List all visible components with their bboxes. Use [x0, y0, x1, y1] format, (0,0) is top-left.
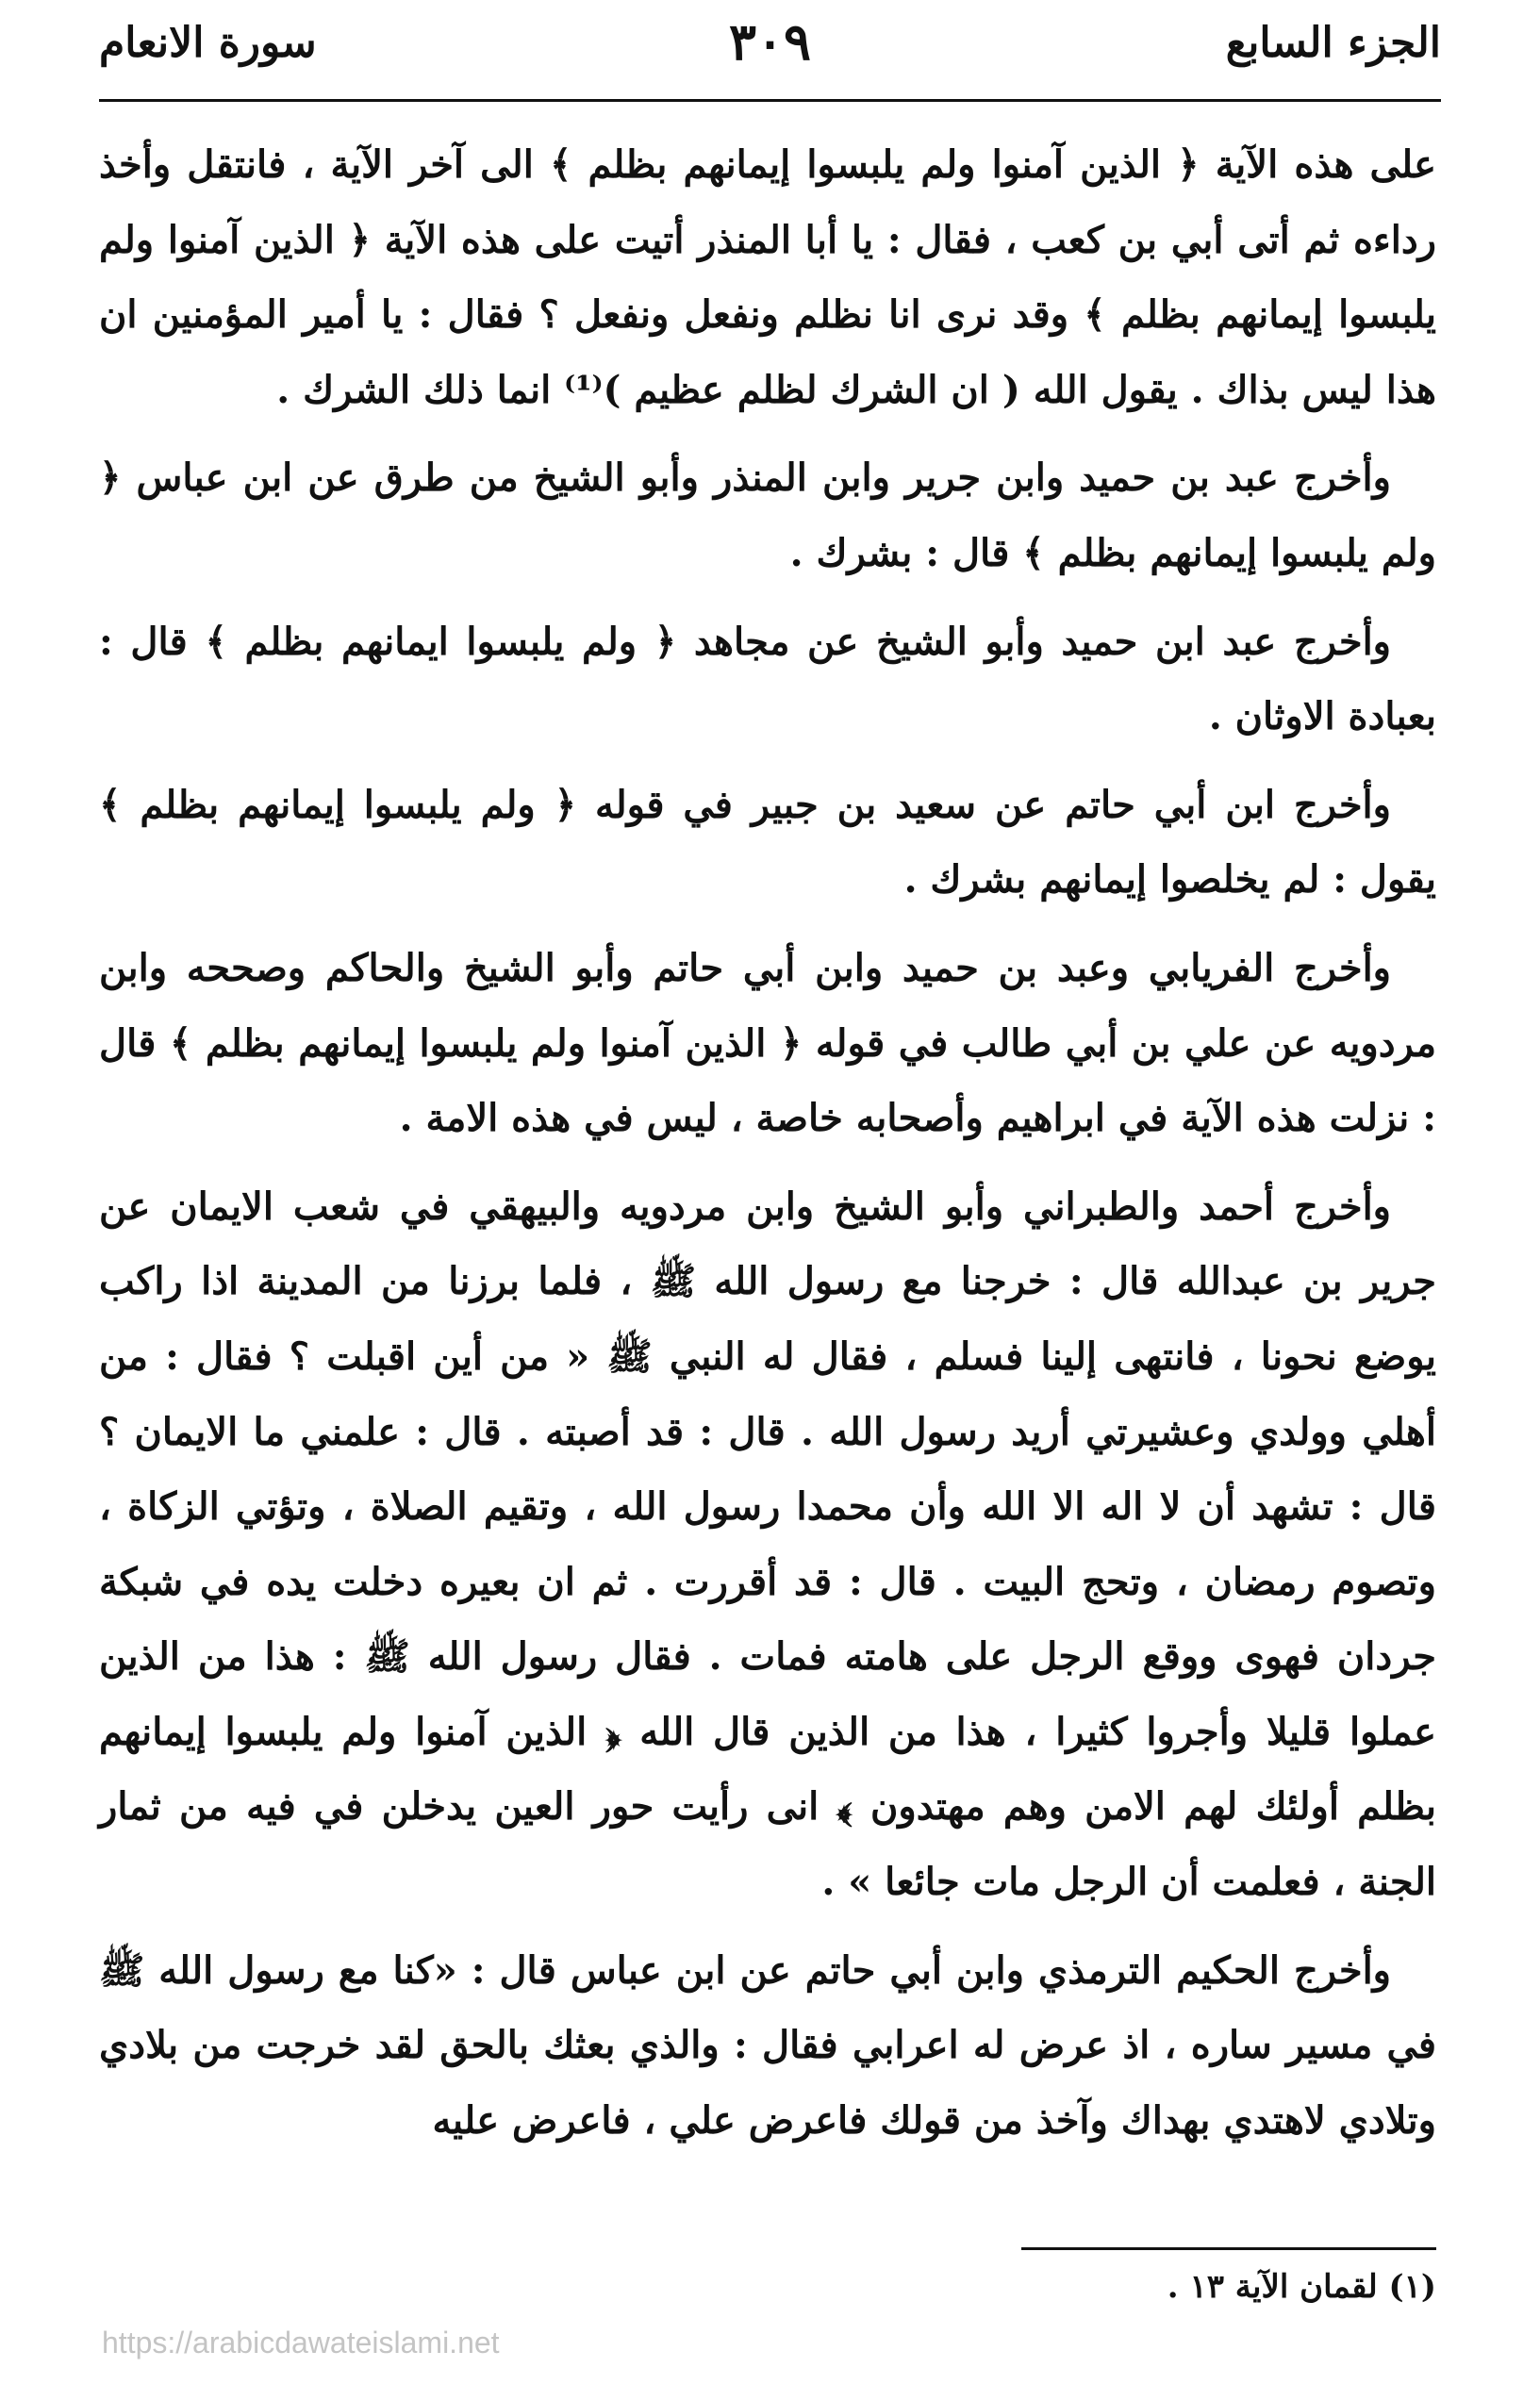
paragraph: على هذه الآية ﴿ الذين آمنوا ولم يلبسوا إيمانهم بظلم ﴾ الى آخر الآية ، فانتقل وأخذ رداءه ثم أتى أبي بن كعب ، فقال : يا أبا المنذر أتيت على هذه الآية ﴿ الذين آمنوا ولم يلبسوا إيمانهم بظلم ﴾ وقد نرى انا نظلم ونفعل ونفعل ؟ فقال : يا أمير المؤمنين ان هذا ليس بذاك . يقول الله ( ان الشرك لظلم عظيم )⁽¹⁾ انما ذلك الشرك .	[99, 142, 1436, 412]
paragraph: وأخرج الحكيم الترمذي وابن أبي حاتم عن ابن عباس قال : «كنا مع رسول الله ﷺ في مسير ساره ، اذ عرض له اعرابي فقال : والذي بعثك بالحق لقد خرجت من بلادي وتلادي لاهتدي بهداك وآخذ من قولك فاعرض علي ، فاعرض عليه	[99, 1947, 1436, 2143]
watermark-url: https://arabicdawateislami.net	[102, 2326, 500, 2360]
paragraph: وأخرج ابن أبي حاتم عن سعيد بن جبير في قوله ﴿ ولم يلبسوا إيمانهم بظلم ﴾ يقول : لم يخلصوا إيمانهم بشرك .	[99, 782, 1436, 902]
page-number: ٣٠٩	[728, 11, 812, 72]
paragraph: وأخرج الفريابي وعبد بن حميد وابن أبي حاتم وأبو الشيخ والحاكم وصححه وابن مردويه عن علي بن أبي طالب في قوله ﴿ الذين آمنوا ولم يلبسوا إيمانهم بظلم ﴾ قال : نزلت هذه الآية في ابراهيم وأصحابه خاصة ، ليس في هذه الامة .	[99, 945, 1436, 1141]
part-label: الجزء السابع	[1225, 19, 1441, 67]
footnote-rule	[1021, 2247, 1436, 2250]
main-text	[99, 127, 1436, 2158]
surah-label: سورة الانعام	[99, 19, 317, 67]
page-header	[99, 11, 1441, 87]
paragraph: وأخرج عبد بن حميد وابن جرير وابن المنذر وأبو الشيخ من طرق عن ابن عباس ﴿ ولم يلبسوا إيمانهم بظلم ﴾ قال : بشرك .	[99, 455, 1436, 575]
footnote: (١) لقمان الآية ١٣ .	[1167, 2268, 1436, 2306]
paragraph: وأخرج أحمد والطبراني وأبو الشيخ وابن مردويه والبيهقي في شعب الايمان عن جرير بن عبدالله قال : خرجنا مع رسول الله ﷺ ، فلما برزنا من المدينة اذا راكب يوضع نحونا ، فانتهى إلينا فسلم ، فقال له النبي ﷺ « من أين اقبلت ؟ فقال : من أهلي وولدي وعشيرتي أريد رسول الله . قال : قد أصبته . قال : علمني ما الايمان ؟ قال : تشهد أن لا اله الا الله وأن محمدا رسول الله ، وتقيم الصلاة ، وتؤتي الزكاة ، وتصوم رمضان ، وتحج البيت . قال : قد أقررت . ثم ان بعيره دخلت يده في شبكة جردان فهوى ووقع الرجل على هامته فمات . فقال رسول الله ﷺ : هذا من الذين عملوا قليلا وأجروا كثيرا ، هذا من الذين قال الله ﴿ الذين آمنوا ولم يلبسوا إيمانهم بظلم أولئك لهم الامن وهم مهتدون ﴾ انى رأيت حور العين يدخلن في فيه من ثمار الجنة ، فعلمت أن الرجل مات جائعا » .	[99, 1184, 1436, 1905]
paragraph: وأخرج عبد ابن حميد وأبو الشيخ عن مجاهد ﴿ ولم يلبسوا ايمانهم بظلم ﴾ قال : بعبادة الاوثان .	[99, 619, 1436, 739]
header-rule	[99, 99, 1441, 102]
